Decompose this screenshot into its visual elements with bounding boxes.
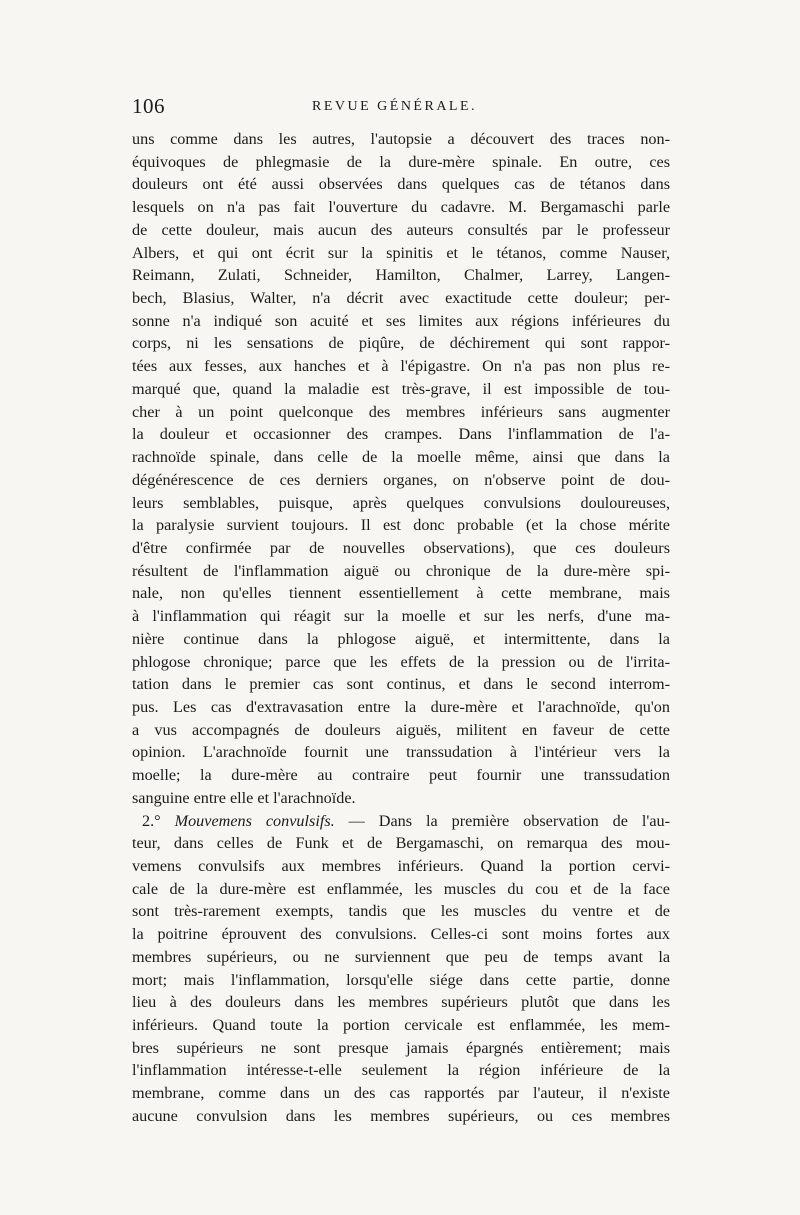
text-line: nière continue dans la phlogose aiguë, et intermittente, dans la [132,629,670,648]
text-line: cale de la dure-mère est enflammée, les muscles du cou et de la face [132,879,670,898]
text-line: Albers, et qui ont écrit sur la spinitis et le tétanos, comme Nauser, [132,243,670,262]
text-line: moelle; la dure-mère au contraire peut fournir une transsudation [132,766,670,785]
text-line: uns comme dans les autres, l'autopsie a découvert des traces non- [132,130,670,148]
text-line: équivoques de phlegmasie de la dure-mère spinale. En outre, ces [132,152,670,171]
body-text [132,128,670,1128]
text-line: à l'inflammation qui réagit sur la moelle et sur les nerfs, d'une ma- [132,607,670,626]
text-line: vemens convulsifs aux membres inférieurs. Quand la portion cervi- [132,857,670,875]
text-line: corps, ni les sensations de piqûre, de déchirement qui sont rappor- [132,334,670,353]
page-number: 106 [132,94,165,118]
text-line: dégénérescence de ces derniers organes, on n'observe point de dou- [132,470,670,489]
text-line: bech, Blasius, Walter, n'a décrit avec exactitude cette douleur; per- [132,289,670,308]
paragraph-end-line: sanguine entre elle et l'arachnoïde. [132,788,356,807]
text-line: la paralysie survient toujours. Il est donc probable (et la chose mérite [132,516,670,535]
text-line: inférieurs. Quand toute la portion cervicale est enflammée, les mem- [132,1016,670,1035]
section-heading-line [132,810,670,833]
section-number: 2.° [142,811,161,830]
text-line: de cette douleur, mais aucun des auteurs consultés par le professeur [132,220,670,239]
text-line: la poitrine éprouvent des convulsions. Celles-ci sont moins fortes aux [132,925,670,944]
text-line: lieu à des douleurs dans les membres supérieurs plutôt que dans les [132,993,670,1012]
text-line: Reimann, Zulati, Schneider, Hamilton, Chalmer, Larrey, Langen- [132,266,670,285]
running-title: REVUE GÉNÉRALE. [312,99,478,114]
text-line: pus. Les cas d'extravasation entre la dure-mère et l'arachnoïde, qu'on [132,697,670,716]
text-line: nale, non qu'elles tiennent essentiellement à cette membrane, mais [132,584,670,603]
text-line: d'être confirmée par de nouvelles observations), que ces douleurs [132,538,670,557]
text-line: douleurs ont été aussi observées dans quelques cas de tétanos dans [132,175,670,194]
text-line: membrane, comme dans un des cas rapportés par l'auteur, il n'existe [132,1084,670,1103]
text-line: membres supérieurs, ou ne surviennent que peu de temps avant la [132,947,670,966]
text-line: aucune convulsion dans les membres supérieurs, ou ces membres [132,1106,670,1125]
page-header [132,94,670,120]
text-line: cher à un point quelconque des membres inférieurs sans augmenter [132,402,670,421]
text-line: a vus accompagnés de douleurs aiguës, militent en faveur de cette [132,720,670,739]
text-line: rachnoïde spinale, dans celle de la moelle même, ainsi que dans la [132,448,670,467]
text-line: mort; mais l'inflammation, lorsqu'elle siége dans cette partie, donne [132,970,670,989]
text-line: tées aux fesses, aux hanches et à l'épigastre. On n'a pas non plus re- [132,357,670,376]
text-line: sonne n'a indiqué son acuité et ses limites aux régions inférieures du [132,311,670,330]
section-text: — Dans la première observation de l'au- [334,811,670,830]
text-line: lesquels on n'a pas fait l'ouverture du cadavre. M. Bergamaschi parle [132,198,670,217]
text-line: la douleur et occasionner des crampes. Dans l'inflammation de l'a- [132,425,670,444]
text-line: tation dans le premier cas sont continus, et dans le second interrom- [132,675,670,694]
text-line: phlogose chronique; parce que les effets de la pression ou de l'irrita- [132,652,670,671]
text-line: sont très-rarement exempts, tandis que les muscles du ventre et de [132,902,670,921]
text-line: l'inflammation intéresse-t-elle seulement la région inférieure de la [132,1061,670,1080]
text-line: leurs semblables, puisque, après quelques convulsions douloureuses, [132,493,670,512]
text-line: résultent de l'inflammation aiguë ou chronique de la dure-mère spi- [132,561,670,580]
text-line: bres supérieurs ne sont presque jamais épargnés entièrement; mais [132,1038,670,1057]
section-title: Mouvemens convulsifs. [174,811,335,830]
text-line: opinion. L'arachnoïde fournit une transsudation à l'intérieur vers la [132,743,670,762]
text-line: teur, dans celles de Funk et de Bergamaschi, on remarqua des mou- [132,834,670,853]
text-line: marqué que, quand la maladie est très-grave, il est impossible de tou- [132,379,670,398]
